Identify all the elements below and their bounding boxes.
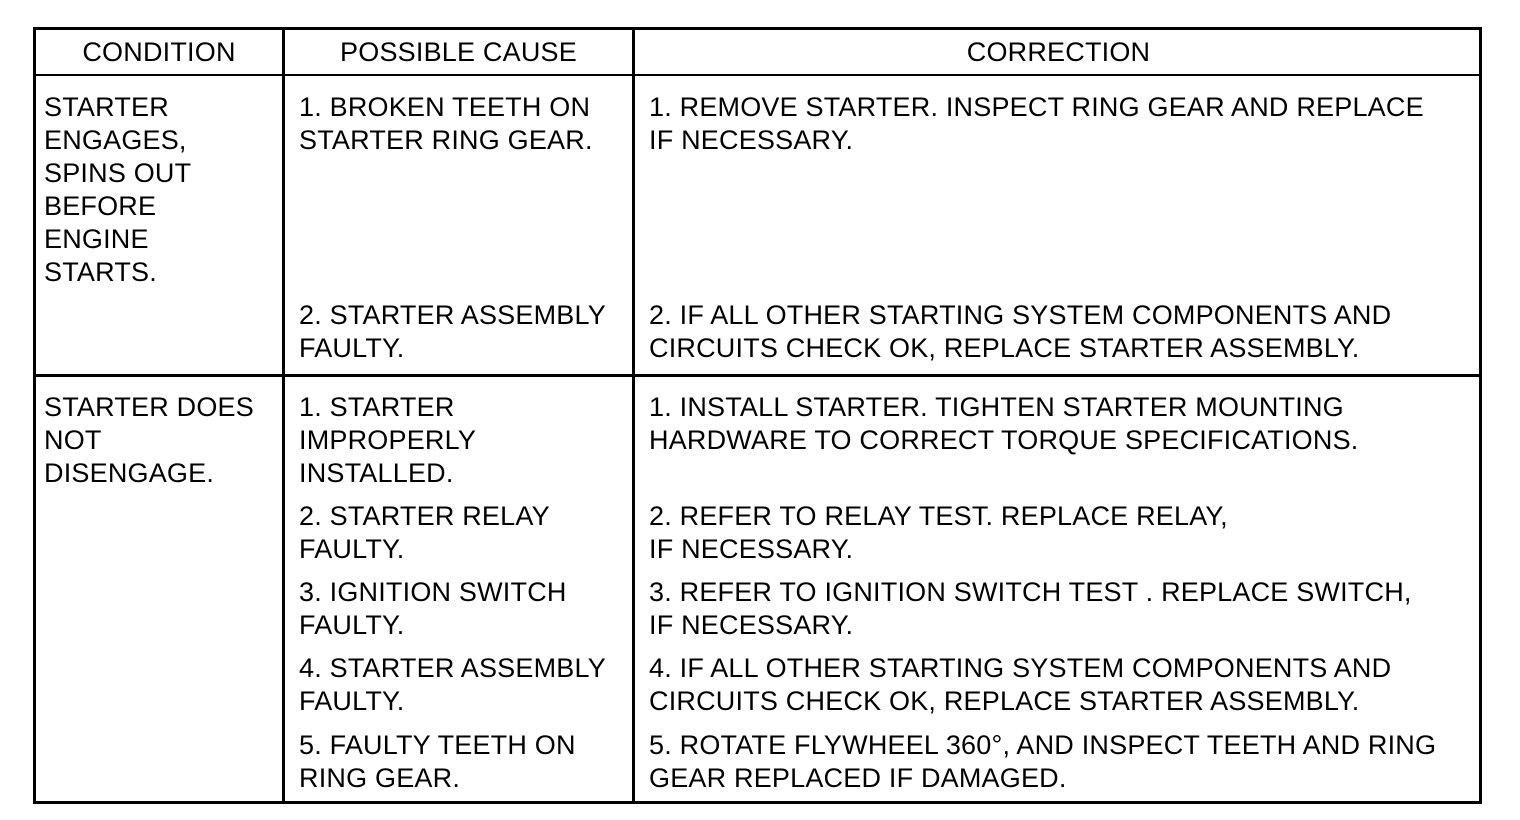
header-possible-cause: POSSIBLE CAUSE: [340, 37, 577, 67]
header-divider: [36, 74, 1479, 76]
correction-cell: 1. INSTALL STARTER. TIGHTEN STARTER MOUNTING HARDWARE TO CORRECT TORQUE SPECIFICATIONS.: [649, 392, 1359, 455]
condition-cell: STARTER DOES NOT DISENGAGE.: [44, 392, 254, 488]
correction-cell: 5. ROTATE FLYWHEEL 360°, AND INSPECT TEETH AND RING GEAR REPLACED IF DAMAGED.: [649, 730, 1437, 793]
column-divider: [282, 30, 285, 801]
column-divider: [632, 30, 635, 801]
row-divider: [36, 374, 1479, 377]
condition-cell: STARTER ENGAGES, SPINS OUT BEFORE ENGINE STARTS.: [44, 92, 192, 287]
correction-cell: 4. IF ALL OTHER STARTING SYSTEM COMPONENTS AND CIRCUITS CHECK OK, REPLACE STARTER ASSEMBLY.: [649, 653, 1392, 716]
correction-cell: 2. IF ALL OTHER STARTING SYSTEM COMPONENTS AND CIRCUITS CHECK OK, REPLACE STARTER ASSEMBLY.: [649, 300, 1392, 363]
cause-cell: 1. BROKEN TEETH ON STARTER RING GEAR.: [299, 92, 593, 155]
header-correction: CORRECTION: [966, 37, 1151, 67]
correction-cell: 3. REFER TO IGNITION SWITCH TEST . REPLACE SWITCH, IF NECESSARY.: [649, 577, 1412, 640]
cause-cell: 3. IGNITION SWITCH FAULTY.: [299, 577, 567, 640]
cause-cell: 1. STARTER IMPROPERLY INSTALLED.: [299, 392, 477, 488]
cause-cell: 2. STARTER ASSEMBLY FAULTY.: [299, 300, 606, 363]
header-condition: CONDITION: [82, 37, 236, 67]
correction-cell: 2. REFER TO RELAY TEST. REPLACE RELAY, IF NECESSARY.: [649, 501, 1228, 564]
cause-cell: 2. STARTER RELAY FAULTY.: [299, 501, 550, 564]
cause-cell: 5. FAULTY TEETH ON RING GEAR.: [299, 730, 576, 793]
cause-cell: 4. STARTER ASSEMBLY FAULTY.: [299, 653, 606, 716]
diagnosis-table: [33, 27, 1482, 804]
correction-cell: 1. REMOVE STARTER. INSPECT RING GEAR AND REPLACE IF NECESSARY.: [649, 92, 1424, 155]
